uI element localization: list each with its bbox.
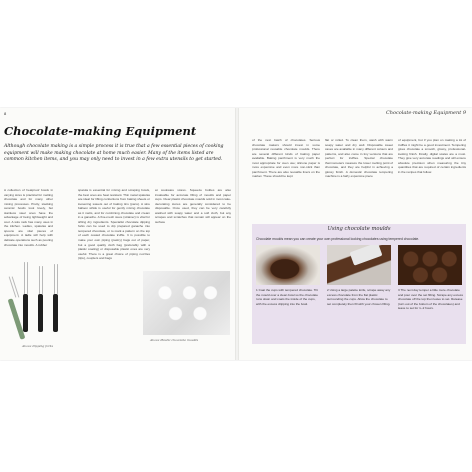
left-column-1: A collection of heatproof bowls in varying sizes is practical for melting chocolate and for many other mixing processes. Pretty, stacking ceramic bowls look lovely, but stainless steel ones have the advantage of being lightweight and cool. A wire rack has many uses in the kitchen. Ladles, spatulas and spoons are vital pieces of equipment. A ladle will help with delicate operations such as pouring chocolate into moulds. A rubber <box>4 188 53 247</box>
book-spread <box>0 108 472 360</box>
right-page-number: 9 <box>462 110 466 116</box>
step-3-photo <box>398 245 462 285</box>
panel-intro: Chocolate moulds mean you can create your own professional looking chocolates using tempered chocolate. <box>256 237 420 241</box>
using-moulds-panel <box>252 224 466 344</box>
running-header: Chocolate-making Equipment <box>385 110 462 116</box>
intro-paragraph: Although chocolate making is a simple process it is true that a few essential pieces of cooking equipment will make making chocolate at home much easier. Many of the items listed are common kitchen items, and you may only need to invest in a few extra utensils to get started. <box>4 144 224 163</box>
left-page-number: 8 <box>4 111 7 116</box>
step-1-photo <box>256 245 320 285</box>
panel-title: Using chocolate moulds <box>327 226 391 232</box>
step-3-text: 3 The next day temper a little more chocolate and pour over the set filling. Scrape any excess chocolate off the top then leave to set. Release (turn out of the bottom of the chocolates) and leave to set for 1–2 hours. <box>398 288 464 311</box>
right-page-header <box>386 110 466 116</box>
left-column-2: spatula is essential for mixing and scraping bowls, the best ones are heat resistant. Thin metal spatulas are ideal for lifting confections from baking sheets or loosening sweets out of baking tins (pans). A wire balloon whisk is useful for gently mixing chocolate as it melts, and for combining chocolate and cream in a ganache. A fine-mesh sieve (strainer) is vital for sifting dry ingredients. Specialist chocolate dipping forks can be used to dip prepared ganache into tempered chocolate, or to mark a pattern on the top of each coated chocolate truffle. It is possible to make your own piping (pastry) bags out of paper, but a good quality cloth bag (preferably with a plastic coating) or disposable plastic ones are very useful. There is a great choice of piping nozzles (tips), couplers and bags <box>78 188 150 261</box>
right-column-2: flat or rolled. To clean them, wash with warm soapy water and dry well. Disposable sweet cases are available in many different colours and patterns, and also come in tiny versions that are perfect for truffles. Special chocolate thermometers measure the lower melting point of chocolate, and they are helpful in achieving a glossy finish. A domestic chocolate tempering machine is a fairly expensive piece <box>325 138 393 179</box>
right-column-1: of the next batch of chocolates. Serious chocolate makers should invest in some professional reusable chocolate moulds. There are several different kinds of baking paper available. Baking parchment is very much the most appropriate for oven use; silicone paper is more expensive and even more non-stick than parchment. There are also reusable liners on the market. These should be kept <box>252 138 320 179</box>
dipping-forks-caption: Above Dipping forks <box>22 344 53 348</box>
right-column-3: of equipment, but if you plan on making a lot of truffles it might be a good investment. Tempering gives chocolate a smooth, glossy, professional-looking finish. Finally, digital scales are a must. They give very accurate readings and will ensure absolute precision when measuring the tiny quantities that are required of certain ingredients in the recipes that follow. <box>398 138 466 174</box>
book-gutter <box>235 108 239 360</box>
page-title: Chocolate-making Equipment <box>4 124 197 138</box>
left-column-3: at cookware stores. Squeeze bottles are also invaluable for accurate filling of moulds and paper cups. Clear plastic chocolate moulds sold in most cake-decorating stores are generally considered to be disposable. Once used, they can be very carefully washed with soapy water and a soft cloth, but any scrapes and scratches that remain will appear on the surface <box>155 188 232 224</box>
step-1-text: 1 Coat the cups with tempered chocolate. Tilt the mould over a clean bowl so the chocolate runs down and coats the inside of the cups, with the excess dripping into the bowl. <box>256 288 318 306</box>
step-2-text: 2 Using a large palette knife, scrape away any excess chocolate from the flat plastic surrounding the cups. Allow the chocolate to set completely then fill with your chosen filling. <box>327 288 391 306</box>
plastic-moulds-photo <box>143 271 230 335</box>
plastic-moulds-caption: Above Plastic chocolate moulds <box>150 338 199 342</box>
step-2-photo <box>327 245 391 285</box>
dipping-forks-photo <box>4 258 76 342</box>
